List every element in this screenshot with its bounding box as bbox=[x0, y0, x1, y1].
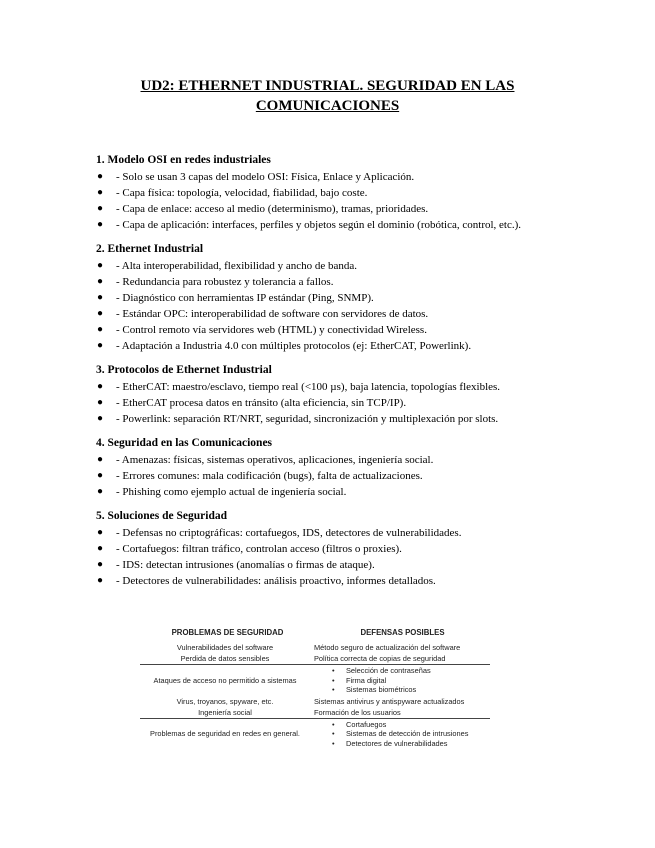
content bbox=[96, 152, 566, 597]
bullet-list bbox=[96, 525, 566, 589]
list-item-text: - Defensas no criptográficas: cortafuegos, IDS, detectores de vulnerabilidades. bbox=[116, 527, 462, 539]
list-item bbox=[96, 411, 566, 427]
list-item-text: - IDS: detectan intrusiones (anomalías o firmas de ataque). bbox=[116, 559, 375, 571]
defense-cell bbox=[310, 665, 490, 696]
defense-item-text: Sistemas de detección de intrusiones bbox=[346, 729, 469, 738]
list-item-text: - EtherCAT procesa datos en tránsito (alta eficiencia, sin TCP/IP). bbox=[116, 397, 407, 409]
bullet-icon: ● bbox=[97, 470, 104, 481]
list-item bbox=[96, 557, 566, 573]
bullet-icon: ● bbox=[97, 292, 104, 303]
list-item bbox=[96, 274, 566, 290]
list-item-text: - Phishing como ejemplo actual de ingeniería social. bbox=[116, 486, 347, 498]
table-header bbox=[140, 628, 490, 637]
defense-item-text: Detectores de vulnerabilidades bbox=[346, 738, 448, 748]
defense-item-text: Selección de contraseñas bbox=[346, 666, 431, 675]
list-item-text: - Redundancia para robustez y tolerancia a fallos. bbox=[116, 276, 334, 288]
problem-cell: Problemas de seguridad en redes en general. bbox=[150, 729, 300, 739]
defense-item-text: Firma digital bbox=[346, 675, 387, 685]
list-item-text: - EtherCAT: maestro/esclavo, tiempo real (<100 µs), baja latencia, topologías flexibles. bbox=[116, 381, 501, 393]
defense-item bbox=[314, 666, 490, 676]
list-item-text: - Adaptación a Industria 4.0 con múltiples protocolos (ej: EtherCAT, Powerlink). bbox=[116, 340, 472, 352]
bullet-icon: • bbox=[332, 685, 335, 694]
list-item bbox=[96, 169, 566, 185]
bullet-icon: ● bbox=[97, 340, 104, 351]
bullet-icon: ● bbox=[97, 171, 104, 182]
bullet-list bbox=[96, 169, 566, 233]
section-heading: 1. Modelo OSI en redes industriales bbox=[96, 154, 271, 166]
list-item bbox=[96, 217, 566, 233]
list-item bbox=[96, 338, 566, 354]
list-item bbox=[96, 322, 566, 338]
defense-item bbox=[314, 676, 490, 686]
bullet-icon: ● bbox=[97, 260, 104, 271]
defense-item bbox=[314, 685, 490, 695]
list-item-text: - Control remoto vía servidores web (HTML) y conectividad Wireless. bbox=[116, 324, 427, 336]
list-item bbox=[96, 201, 566, 217]
list-item bbox=[96, 290, 566, 306]
list-item-text: - Capa de aplicación: interfaces, perfiles y objetos según el dominio (robótica, control, etc.). bbox=[116, 219, 522, 231]
section-heading: 3. Protocolos de Ethernet Industrial bbox=[96, 364, 272, 376]
list-item-text: - Alta interoperabilidad, flexibilidad y ancho de banda. bbox=[116, 260, 358, 272]
defense-item bbox=[314, 739, 490, 749]
table-row bbox=[140, 642, 490, 653]
problem-cell: Perdida de datos sensibles bbox=[180, 654, 270, 663]
list-item bbox=[96, 484, 566, 500]
section-4 bbox=[96, 435, 566, 500]
defense-item-text: Cortafuegos bbox=[346, 719, 387, 729]
bullet-icon: ● bbox=[97, 527, 104, 538]
defense-item-text: Sistemas biométricos bbox=[346, 685, 417, 694]
defense-cell: Método seguro de actualización del software bbox=[314, 643, 461, 652]
section-3 bbox=[96, 362, 566, 427]
bullet-icon: ● bbox=[97, 454, 104, 465]
defense-cell: Formación de los usuarios bbox=[314, 707, 401, 717]
list-item-text: - Capa de enlace: acceso al medio (determinismo), tramas, prioridades. bbox=[116, 203, 429, 215]
list-item-text: - Estándar OPC: interoperabilidad de software con servidores de datos. bbox=[116, 308, 429, 320]
bullet-icon: • bbox=[332, 738, 335, 748]
title-line-2: COMUNICACIONES bbox=[255, 98, 400, 114]
table-body bbox=[140, 642, 490, 749]
bullet-icon: ● bbox=[97, 486, 104, 497]
defense-cell: Sistemas antivirus y antispyware actualizados bbox=[314, 696, 465, 706]
problem-cell: Vulnerabilidades del software bbox=[176, 643, 274, 652]
list-item bbox=[96, 258, 566, 274]
section-1 bbox=[96, 152, 566, 233]
table-row bbox=[140, 718, 490, 750]
list-item bbox=[96, 185, 566, 201]
list-item-text: - Capa física: topología, velocidad, fiabilidad, bajo coste. bbox=[116, 187, 368, 199]
bullet-icon: ● bbox=[97, 559, 104, 570]
section-heading: 5. Soluciones de Seguridad bbox=[96, 510, 227, 522]
section-5 bbox=[96, 508, 566, 589]
title-line-1: UD2: ETHERNET INDUSTRIAL. SEGURIDAD EN LAS bbox=[140, 78, 515, 94]
bullet-icon: ● bbox=[97, 575, 104, 586]
bullet-icon: ● bbox=[97, 187, 104, 198]
bullet-icon: ● bbox=[97, 413, 104, 424]
bullet-list bbox=[96, 452, 566, 500]
defense-cell bbox=[310, 719, 490, 750]
bullet-icon: ● bbox=[97, 219, 104, 230]
list-item-text: - Diagnóstico con herramientas IP estándar (Ping, SNMP). bbox=[116, 292, 374, 304]
list-item-text: - Amenazas: físicas, sistemas operativos, aplicaciones, ingeniería social. bbox=[116, 454, 434, 466]
problem-cell: Ataques de acceso no permitido a sistemas bbox=[153, 675, 297, 685]
section-heading: 2. Ethernet Industrial bbox=[96, 243, 204, 255]
defense-item bbox=[314, 729, 490, 739]
defense-cell: Política correcta de copias de seguridad bbox=[314, 654, 446, 663]
problem-cell: Virus, troyanos, spyware, etc. bbox=[176, 696, 274, 706]
header-problems: PROBLEMAS DE SEGURIDAD bbox=[171, 628, 284, 637]
list-item bbox=[96, 306, 566, 322]
list-item bbox=[96, 379, 566, 395]
bullet-icon: ● bbox=[97, 203, 104, 214]
bullet-list bbox=[96, 258, 566, 354]
table-row bbox=[140, 707, 490, 718]
problem-cell: Ingeniería social bbox=[198, 707, 252, 717]
bullet-icon: ● bbox=[97, 381, 104, 392]
list-item bbox=[96, 452, 566, 468]
list-item bbox=[96, 525, 566, 541]
table-row bbox=[140, 653, 490, 664]
section-heading: 4. Seguridad en las Comunicaciones bbox=[96, 437, 273, 449]
bullet-icon: • bbox=[332, 719, 335, 729]
list-item bbox=[96, 573, 566, 589]
list-item-text: - Powerlink: separación RT/NRT, seguridad, sincronización y multiplexación por slots. bbox=[116, 413, 499, 425]
list-item bbox=[96, 395, 566, 411]
bullet-icon: • bbox=[332, 675, 335, 685]
table-row bbox=[140, 696, 490, 707]
page-title bbox=[0, 76, 655, 116]
bullet-icon: • bbox=[332, 729, 335, 738]
bullet-icon: ● bbox=[97, 324, 104, 335]
bullet-icon: ● bbox=[97, 276, 104, 287]
defense-item bbox=[314, 720, 490, 730]
section-2 bbox=[96, 241, 566, 354]
list-item-text: - Errores comunes: mala codificación (bugs), falta de actualizaciones. bbox=[116, 470, 423, 482]
list-item bbox=[96, 541, 566, 557]
header-defenses: DEFENSAS POSIBLES bbox=[360, 628, 445, 637]
bullet-icon: ● bbox=[97, 308, 104, 319]
bullet-icon: ● bbox=[97, 397, 104, 408]
list-item-text: - Cortafuegos: filtran tráfico, controlan acceso (filtros o proxies). bbox=[116, 543, 402, 555]
bullet-icon: ● bbox=[97, 543, 104, 554]
list-item bbox=[96, 468, 566, 484]
list-item-text: - Detectores de vulnerabilidades: análisis proactivo, informes detallados. bbox=[116, 575, 436, 587]
security-table bbox=[140, 628, 490, 749]
bullet-icon: • bbox=[332, 666, 335, 675]
table-row bbox=[140, 664, 490, 696]
bullet-list bbox=[96, 379, 566, 427]
list-item-text: - Solo se usan 3 capas del modelo OSI: Física, Enlace y Aplicación. bbox=[116, 171, 415, 183]
